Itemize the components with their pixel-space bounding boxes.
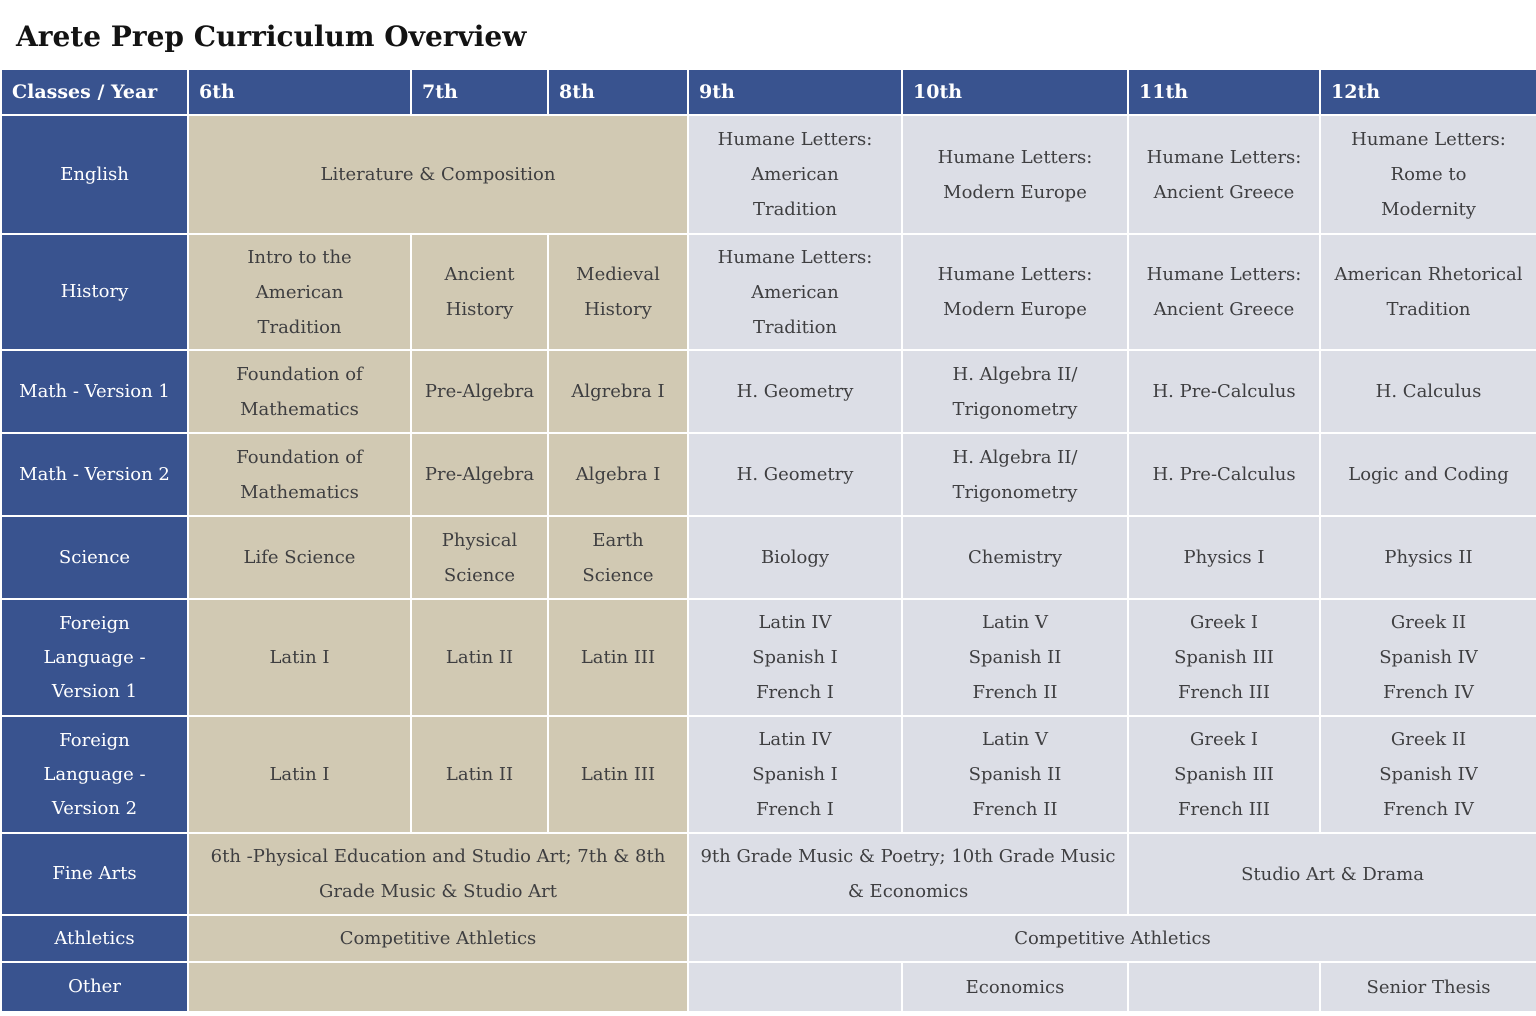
cell-history-6th: Intro to the American Tradition — [188, 234, 411, 350]
cell-math-v1-10th: H. Algebra II/ Trigonometry — [902, 350, 1128, 433]
cell-english-11th: Humane Letters: Ancient Greece — [1128, 115, 1320, 234]
column-header-7th: 7th — [411, 69, 548, 115]
cell-math-v1-7th: Pre-Algebra — [411, 350, 548, 433]
cell-history-12th: American Rhetorical Tradition — [1320, 234, 1536, 350]
cell-other-12th: Senior Thesis — [1320, 962, 1536, 1012]
cell-english-9th: Humane Letters: American Tradition — [688, 115, 902, 234]
cell-math-v2-7th: Pre-Algebra — [411, 433, 548, 516]
cell-athletics-9th-12th: Competitive Athletics — [688, 915, 1536, 962]
header-row — [1, 69, 1536, 115]
cell-math-v2-12th: Logic and Coding — [1320, 433, 1536, 516]
cell-fl-v1-8th: Latin III — [548, 599, 688, 716]
cell-fl-v1-11th: Greek I Spanish III French III — [1128, 599, 1320, 716]
cell-other-10th: Economics — [902, 962, 1128, 1012]
row-header-other: Other — [1, 962, 188, 1012]
cell-english-6th-8th: Literature & Composition — [188, 115, 688, 234]
cell-history-9th: Humane Letters: American Tradition — [688, 234, 902, 350]
row-header-fine-arts: Fine Arts — [1, 833, 188, 915]
cell-other-6th-8th — [188, 962, 688, 1012]
cell-science-9th: Biology — [688, 516, 902, 599]
cell-fl-v2-12th: Greek II Spanish IV French IV — [1320, 716, 1536, 833]
column-header-12th: 12th — [1320, 69, 1536, 115]
table-row-history — [1, 234, 1536, 350]
column-header-8th: 8th — [548, 69, 688, 115]
cell-fine-arts-11th-12th: Studio Art & Drama — [1128, 833, 1536, 915]
table-row-athletics — [1, 915, 1536, 962]
cell-fl-v1-6th: Latin I — [188, 599, 411, 716]
cell-other-9th — [688, 962, 902, 1012]
table-row-english — [1, 115, 1536, 234]
cell-fl-v2-9th: Latin IV Spanish I French I — [688, 716, 902, 833]
cell-math-v2-9th: H. Geometry — [688, 433, 902, 516]
cell-history-8th: Medieval History — [548, 234, 688, 350]
cell-math-v1-8th: Algrebra I — [548, 350, 688, 433]
row-header-foreign-language-v1: Foreign Language - Version 1 — [1, 599, 188, 716]
cell-science-8th: Earth Science — [548, 516, 688, 599]
table-row-science — [1, 516, 1536, 599]
table-row-fine-arts — [1, 833, 1536, 915]
cell-science-6th: Life Science — [188, 516, 411, 599]
row-header-athletics: Athletics — [1, 915, 188, 962]
column-header-10th: 10th — [902, 69, 1128, 115]
row-header-history: History — [1, 234, 188, 350]
cell-fl-v2-10th: Latin V Spanish II French II — [902, 716, 1128, 833]
row-header-science: Science — [1, 516, 188, 599]
cell-math-v2-6th: Foundation of Mathematics — [188, 433, 411, 516]
curriculum-table — [0, 68, 1536, 1013]
cell-fl-v2-7th: Latin II — [411, 716, 548, 833]
row-header-foreign-language-v2: Foreign Language - Version 2 — [1, 716, 188, 833]
cell-fine-arts-6th-8th: 6th -Physical Education and Studio Art; 7th & 8th Grade Music & Studio Art — [188, 833, 688, 915]
cell-fl-v1-10th: Latin V Spanish II French II — [902, 599, 1128, 716]
cell-fl-v1-7th: Latin II — [411, 599, 548, 716]
cell-math-v1-9th: H. Geometry — [688, 350, 902, 433]
table-row-foreign-language-v2 — [1, 716, 1536, 833]
cell-science-7th: Physical Science — [411, 516, 548, 599]
cell-science-10th: Chemistry — [902, 516, 1128, 599]
cell-math-v1-6th: Foundation of Mathematics — [188, 350, 411, 433]
cell-history-11th: Humane Letters: Ancient Greece — [1128, 234, 1320, 350]
cell-fl-v1-12th: Greek II Spanish IV French IV — [1320, 599, 1536, 716]
cell-science-12th: Physics II — [1320, 516, 1536, 599]
row-header-math-v1: Math - Version 1 — [1, 350, 188, 433]
cell-math-v1-12th: H. Calculus — [1320, 350, 1536, 433]
column-header-classes-year: Classes / Year — [1, 69, 188, 115]
row-header-english: English — [1, 115, 188, 234]
cell-fine-arts-9th-10th: 9th Grade Music & Poetry; 10th Grade Music & Economics — [688, 833, 1128, 915]
cell-math-v2-8th: Algebra I — [548, 433, 688, 516]
page-title: Arete Prep Curriculum Overview — [16, 20, 527, 53]
table-row-other — [1, 962, 1536, 1012]
cell-fl-v2-6th: Latin I — [188, 716, 411, 833]
cell-other-11th — [1128, 962, 1320, 1012]
column-header-9th: 9th — [688, 69, 902, 115]
cell-athletics-6th-8th: Competitive Athletics — [188, 915, 688, 962]
cell-science-11th: Physics I — [1128, 516, 1320, 599]
table-row-math-v2 — [1, 433, 1536, 516]
column-header-11th: 11th — [1128, 69, 1320, 115]
column-header-6th: 6th — [188, 69, 411, 115]
cell-fl-v2-8th: Latin III — [548, 716, 688, 833]
cell-math-v1-11th: H. Pre-Calculus — [1128, 350, 1320, 433]
table-row-foreign-language-v1 — [1, 599, 1536, 716]
table-row-math-v1 — [1, 350, 1536, 433]
cell-fl-v2-11th: Greek I Spanish III French III — [1128, 716, 1320, 833]
cell-history-7th: Ancient History — [411, 234, 548, 350]
cell-english-12th: Humane Letters: Rome to Modernity — [1320, 115, 1536, 234]
row-header-math-v2: Math - Version 2 — [1, 433, 188, 516]
cell-english-10th: Humane Letters: Modern Europe — [902, 115, 1128, 234]
cell-math-v2-11th: H. Pre-Calculus — [1128, 433, 1320, 516]
cell-history-10th: Humane Letters: Modern Europe — [902, 234, 1128, 350]
cell-fl-v1-9th: Latin IV Spanish I French I — [688, 599, 902, 716]
cell-math-v2-10th: H. Algebra II/ Trigonometry — [902, 433, 1128, 516]
